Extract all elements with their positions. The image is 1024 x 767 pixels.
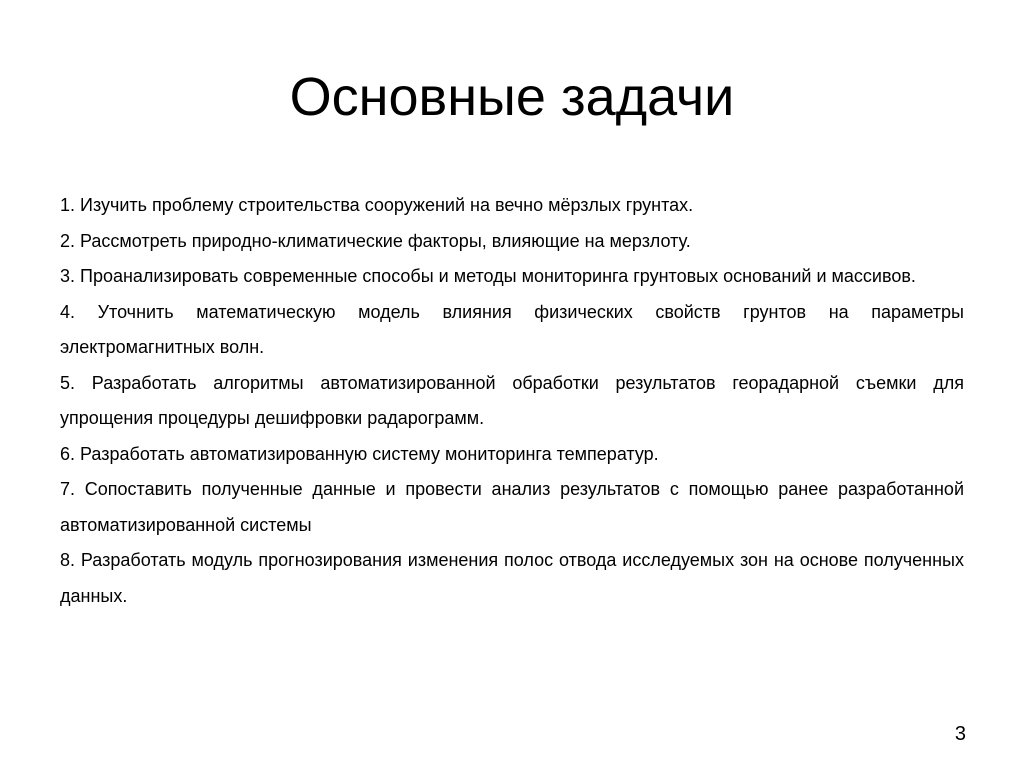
task-item-8: 8. Разработать модуль прогнозирования изменения полос отвода исследуемых зон на основе полученных данных. (60, 550, 964, 606)
task-item-5: 5. Разработать алгоритмы автоматизированной обработки результатов георадарной съемки для упрощения процедуры дешифровки радарограмм. (60, 372, 964, 428)
page-number: 3 (954, 723, 966, 745)
task-item-4: 4. Уточнить математическую модель влияния физических свойств грунтов на параметры электромагнитных волн. (60, 301, 964, 357)
task-item-2: 2. Рассмотреть природно-климатические факторы, влияющие на мерзлоту. (60, 230, 691, 251)
task-item-3: 3. Проанализировать современные способы и методы мониторинга грунтовых оснований и массивов. (60, 266, 916, 286)
task-item-6: 6. Разработать автоматизированную систему мониторинга температур. (60, 443, 659, 464)
task-item-7: 7. Сопоставить полученные данные и провести анализ результатов с помощью ранее разработанной автоматизированной системы (60, 479, 964, 535)
slide-title: Основные задачи (289, 67, 735, 127)
task-list (60, 188, 964, 614)
task-item-1: 1. Изучить проблему строительства сооружений на вечно мёрзлых грунтах. (60, 195, 694, 215)
